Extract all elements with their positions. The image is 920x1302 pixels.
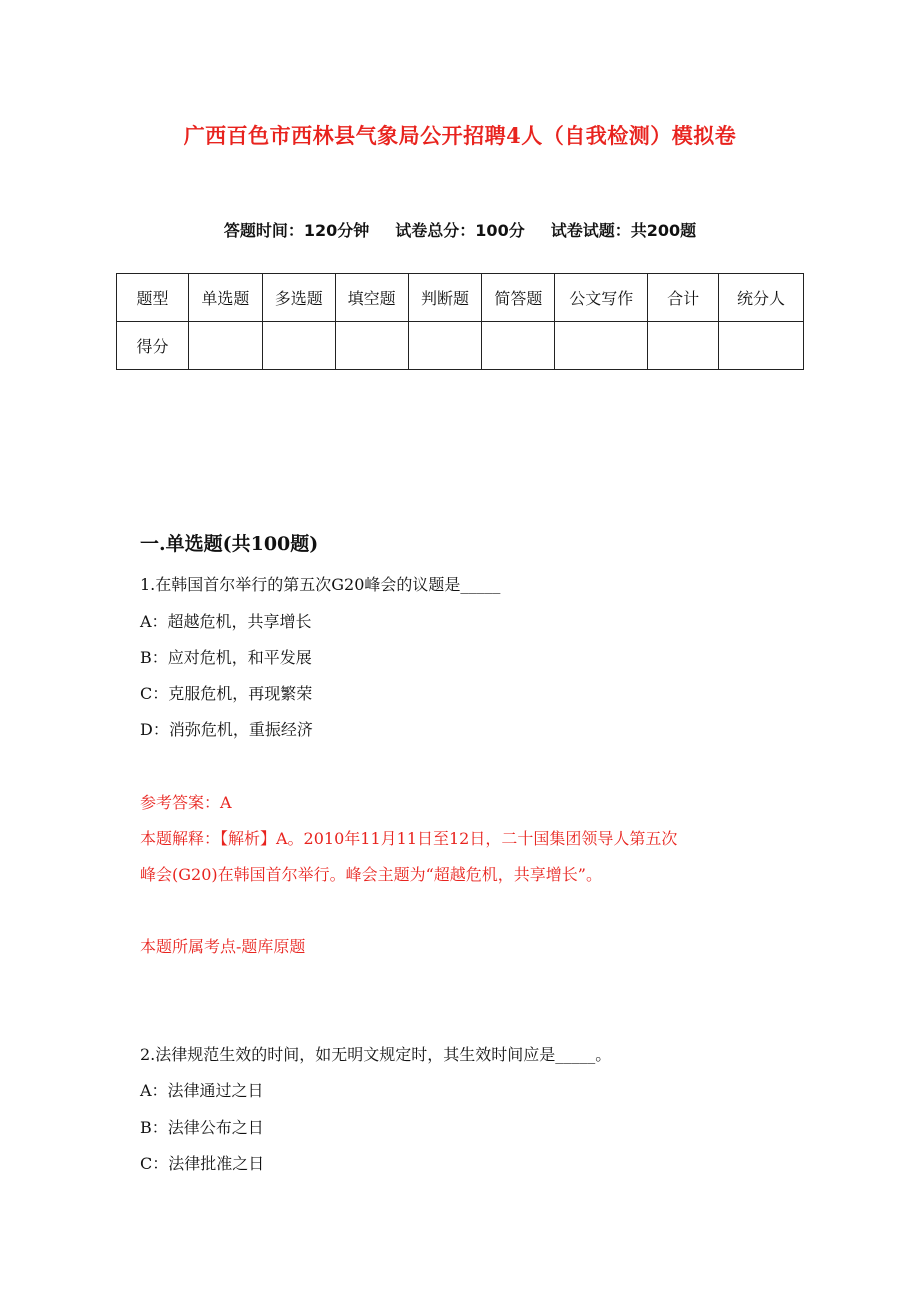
score-header-cell: 题型	[117, 274, 189, 322]
score-cell	[648, 322, 719, 370]
question-2-option-a: A：法律通过之日	[140, 1081, 264, 1100]
score-header-cell: 填空题	[335, 274, 408, 322]
question-2-option-c: C：法律批准之日	[140, 1154, 265, 1173]
question-1-option-d: D：消弥危机，重振经济	[140, 720, 313, 739]
exam-question-count: 试卷试题：共200题	[550, 221, 697, 240]
score-cell	[719, 322, 804, 370]
score-table-header-row	[117, 274, 804, 322]
score-cell	[482, 322, 555, 370]
exam-total-score: 试卷总分：100分	[395, 221, 525, 240]
score-cell	[408, 322, 482, 370]
score-cell	[188, 322, 262, 370]
document-title: 广西百色市西林县气象局公开招聘4人（自我检测）模拟卷	[183, 123, 737, 148]
score-header-cell: 单选题	[188, 274, 262, 322]
score-header-cell: 合计	[648, 274, 719, 322]
question-1-answer: 参考答案：A	[140, 793, 232, 812]
score-table-score-row	[117, 322, 804, 370]
exam-meta	[0, 218, 920, 241]
score-header-cell: 多选题	[262, 274, 335, 322]
section-title: 一.单选题(共100题)	[140, 533, 319, 555]
question-1-stem: 1.在韩国首尔举行的第五次G20峰会的议题是_____	[140, 575, 501, 594]
question-2-option-b: B：法律公布之日	[140, 1118, 264, 1137]
question-1-option-c: C：克服危机，再现繁荣	[140, 684, 313, 703]
score-header-cell: 判断题	[408, 274, 482, 322]
score-cell	[262, 322, 335, 370]
question-1-option-a: A：超越危机，共享增长	[140, 612, 312, 631]
question-1-explanation-line-1: 本题解释：【解析】A。2010年11月11日至12日，二十国集团领导人第五次	[140, 829, 678, 848]
score-header-cell: 简答题	[482, 274, 555, 322]
score-cell	[555, 322, 648, 370]
question-1-source: 本题所属考点-题库原题	[140, 937, 306, 956]
score-header-cell: 统分人	[719, 274, 804, 322]
score-cell	[335, 322, 408, 370]
question-2-stem: 2.法律规范生效的时间，如无明文规定时，其生效时间应是_____。	[140, 1045, 612, 1064]
score-table	[116, 273, 804, 370]
question-1-option-b: B：应对危机，和平发展	[140, 648, 312, 667]
score-header-cell: 公文写作	[555, 274, 648, 322]
score-row-label: 得分	[117, 322, 189, 370]
question-1-explanation-line-2: 峰会(G20)在韩国首尔举行。峰会主题为“超越危机，共享增长”。	[140, 865, 602, 884]
exam-time: 答题时间：120分钟	[223, 221, 370, 240]
